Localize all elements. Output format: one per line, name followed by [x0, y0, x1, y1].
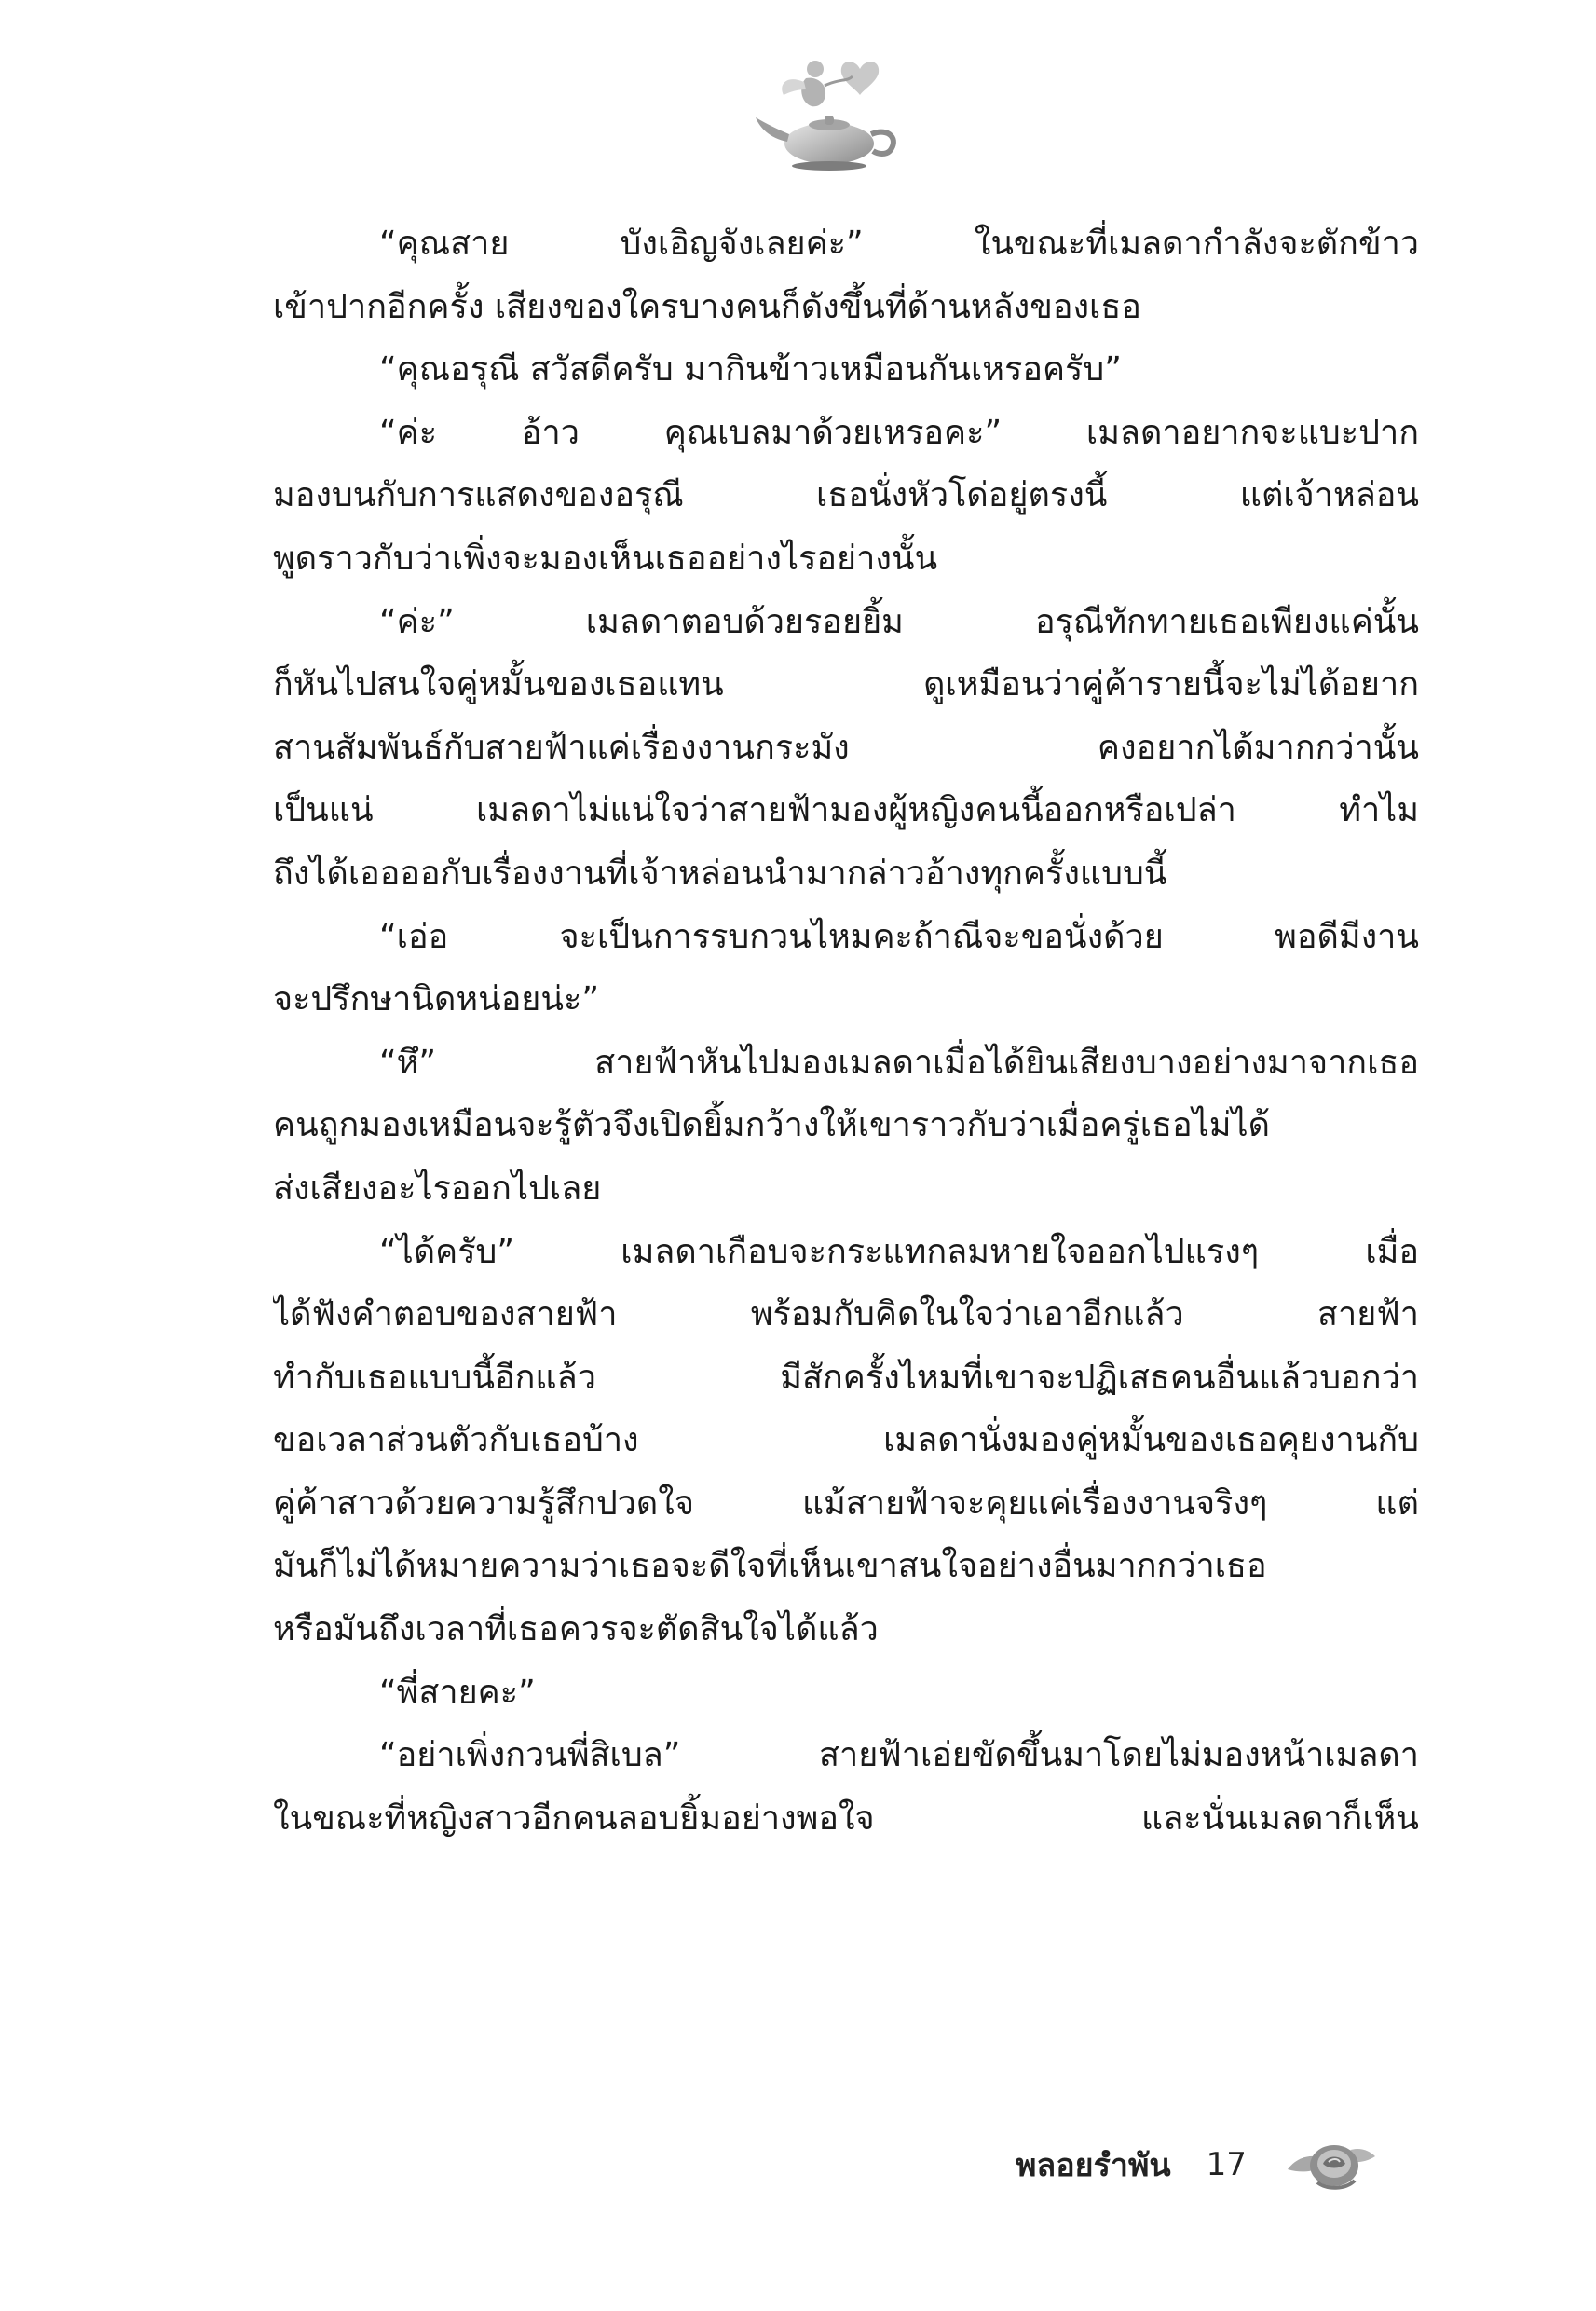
paragraph-line: ถึงได้เออออกับเรื่องงานที่เจ้าหล่อนนำมากล่าวอ้างทุกครั้งแบบนี้ — [273, 854, 1167, 893]
paragraph-line: “คุณอรุณี สวัสดีครับ มากินข้าวเหมือนกันเหรอครับ” — [379, 350, 1122, 390]
paragraph-line: จะปรึกษานิดหน่อยน่ะ” — [273, 980, 599, 1019]
paragraph-line: คู่ค้าสาวด้วยความรู้สึกปวดใจ แม้สายฟ้าจะคุยแค่เรื่องงานจริงๆ แต่ — [273, 1484, 1419, 1523]
page-number: 17 — [1206, 2146, 1247, 2183]
paragraph-line: ได้ฟังคำตอบของสายฟ้า พร้อมกับคิดในใจว่าเอาอีกแล้ว สายฟ้า — [273, 1295, 1419, 1334]
paragraph-line: มองบนกับการแสดงของอรุณี เธอนั่งหัวโด่อยู่ตรงนี้ แต่เจ้าหล่อน — [273, 476, 1419, 515]
paragraph-line: เป็นแน่ เมลดาไม่แน่ใจว่าสายฟ้ามองผู้หญิงคนนี้ออกหรือเปล่า ทำไม — [273, 791, 1419, 830]
paragraph-line: หรือมันถึงเวลาที่เธอควรจะตัดสินใจได้แล้ว — [273, 1610, 879, 1649]
paragraph-line: ในขณะที่หญิงสาวอีกคนลอบยิ้มอย่างพอใจ และนั่นเมลดาก็เห็น — [273, 1798, 1419, 1838]
paragraph-line: “อย่าเพิ่งกวนพี่สิเบล” สายฟ้าเอ่ยขัดขึ้นมาโดยไม่มองหน้าเมลดา — [379, 1736, 1419, 1775]
paragraph-line: “ค่ะ” เมลดาตอบด้วยรอยยิ้ม อรุณีทักทายเธอเพียงแค่นั้น — [379, 602, 1419, 641]
paragraph-line: ส่งเสียงอะไรออกไปเลย — [273, 1169, 602, 1208]
story-text — [273, 212, 1419, 1850]
paragraph-line: “หึ” สายฟ้าหันไปมองเมลดาเมื่อได้ยินเสียงบางอย่างมาจากเธอ — [379, 1043, 1419, 1082]
paragraph-line: “พี่สายคะ” — [379, 1673, 536, 1712]
paragraph-line: “คุณสาย บังเอิญจังเลยค่ะ” ในขณะที่เมลดากำลังจะตักข้าว — [379, 225, 1419, 263]
paragraph-line: “เอ่อ จะเป็นการรบกวนไหมคะถ้าณีจะขอนั่งด้วย พอดีมีงาน — [379, 917, 1419, 956]
paragraph-line: เข้าปากอีกครั้ง เสียงของใครบางคนก็ดังขึ้นที่ด้านหลังของเธอ — [273, 287, 1141, 326]
paragraph-line: “ค่ะ อ้าว คุณเบลมาด้วยเหรอคะ” เมลดาอยากจะแบะปาก — [379, 413, 1419, 452]
page-footer — [1016, 2132, 1383, 2197]
paragraph-line: มันก็ไม่ได้หมายความว่าเธอจะดีใจที่เห็นเขาสนใจอย่างอื่นมากกว่าเธอ — [273, 1547, 1267, 1586]
paragraph-line: “ได้ครับ” เมลดาเกือบจะกระแทกลมหายใจออกไปแรงๆ เมื่อ — [379, 1232, 1419, 1271]
book-title: พลอยรำพัน — [1016, 2147, 1171, 2184]
paragraph-line: คนถูกมองเหมือนจะรู้ตัวจึงเปิดยิ้มกว้างให้เขาราวกับว่าเมื่อครู่เธอไม่ได้ — [273, 1106, 1270, 1145]
teapot-cupid-ornament-icon — [750, 48, 908, 179]
rose-ornament-icon — [1280, 2132, 1383, 2197]
paragraph-line: ขอเวลาส่วนตัวกับเธอบ้าง เมลดานั่งมองคู่หมั้นของเธอคุยงานกับ — [273, 1421, 1419, 1460]
paragraph-line: ก็หันไปสนใจคู่หมั้นของเธอแทน ดูเหมือนว่าคู่ค้ารายนี้จะไม่ได้อยาก — [273, 665, 1419, 704]
paragraph-line: พูดราวกับว่าเพิ่งจะมองเห็นเธออย่างไรอย่างนั้น — [273, 539, 938, 578]
paragraph-line: สานสัมพันธ์กับสายฟ้าแค่เรื่องงานกระมัง คงอยากได้มากกว่านั้น — [273, 728, 1419, 767]
paragraph-line: ทำกับเธอแบบนี้อีกแล้ว มีสักครั้งไหมที่เขาจะปฏิเสธคนอื่นแล้วบอกว่า — [273, 1358, 1419, 1397]
